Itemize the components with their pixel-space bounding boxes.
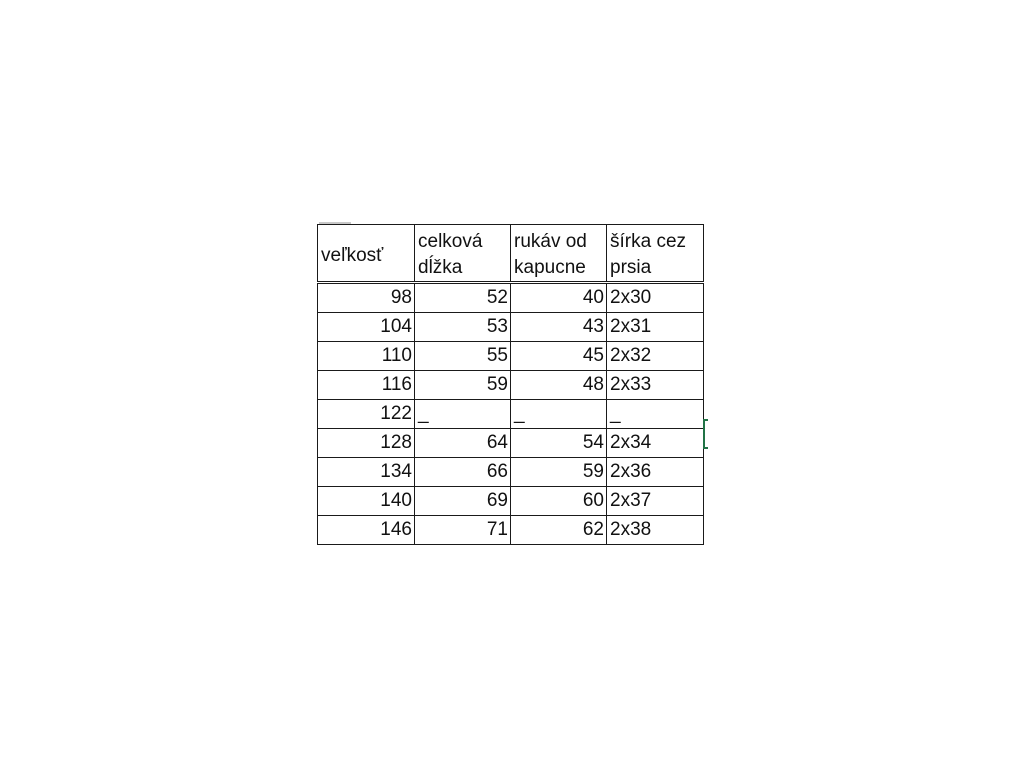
cell-sleeve-length[interactable]: 40 [511,283,607,313]
cell-total-length[interactable]: 53 [415,313,511,342]
cell-chest-width[interactable]: 2x30 [607,283,704,313]
table-row [318,313,704,342]
cell-chest-width[interactable]: 2x32 [607,342,704,371]
cell-total-length[interactable]: 64 [415,429,511,458]
cell-sleeve-length[interactable]: 59 [511,458,607,487]
cell-size[interactable]: 110 [318,342,415,371]
table-row [318,400,704,429]
cell-chest-width[interactable]: 2x36 [607,458,704,487]
active-cell-selection[interactable] [703,419,708,449]
cell-sleeve-length[interactable]: 54 [511,429,607,458]
header-row [318,225,704,283]
cell-chest-width[interactable]: 2x38 [607,516,704,545]
table-row [318,283,704,313]
header-chest-width[interactable]: šírka cez prsia [607,225,704,283]
cell-total-length[interactable]: 52 [415,283,511,313]
cell-chest-width[interactable]: 2x34 [607,429,704,458]
table-row [318,429,704,458]
cell-chest-width[interactable]: _ [607,400,704,429]
cell-sleeve-length[interactable]: 62 [511,516,607,545]
cell-size[interactable]: 98 [318,283,415,313]
cell-size[interactable]: 140 [318,487,415,516]
cell-sleeve-length[interactable]: 45 [511,342,607,371]
cell-total-length[interactable]: 71 [415,516,511,545]
header-sleeve-length[interactable]: rukáv od kapucne [511,225,607,283]
cell-size[interactable]: 146 [318,516,415,545]
cell-chest-width[interactable]: 2x33 [607,371,704,400]
spreadsheet-area [317,224,703,545]
cell-sleeve-length[interactable]: 60 [511,487,607,516]
cell-size[interactable]: 116 [318,371,415,400]
cell-total-length[interactable]: 69 [415,487,511,516]
header-size[interactable]: veľkosť [318,225,415,283]
cell-total-length[interactable]: 59 [415,371,511,400]
table-row [318,487,704,516]
cell-size[interactable]: 128 [318,429,415,458]
cell-chest-width[interactable]: 2x31 [607,313,704,342]
table-row [318,458,704,487]
table-row [318,516,704,545]
size-chart-table [317,224,704,545]
cell-sleeve-length[interactable]: 43 [511,313,607,342]
cell-sleeve-length[interactable]: 48 [511,371,607,400]
table-row [318,342,704,371]
cell-size[interactable]: 122 [318,400,415,429]
table-row [318,371,704,400]
cell-size[interactable]: 104 [318,313,415,342]
cell-total-length[interactable]: _ [415,400,511,429]
cell-total-length[interactable]: 55 [415,342,511,371]
cell-size[interactable]: 134 [318,458,415,487]
cell-chest-width[interactable]: 2x37 [607,487,704,516]
header-total-length[interactable]: celková dĺžka [415,225,511,283]
cell-sleeve-length[interactable]: _ [511,400,607,429]
cell-total-length[interactable]: 66 [415,458,511,487]
